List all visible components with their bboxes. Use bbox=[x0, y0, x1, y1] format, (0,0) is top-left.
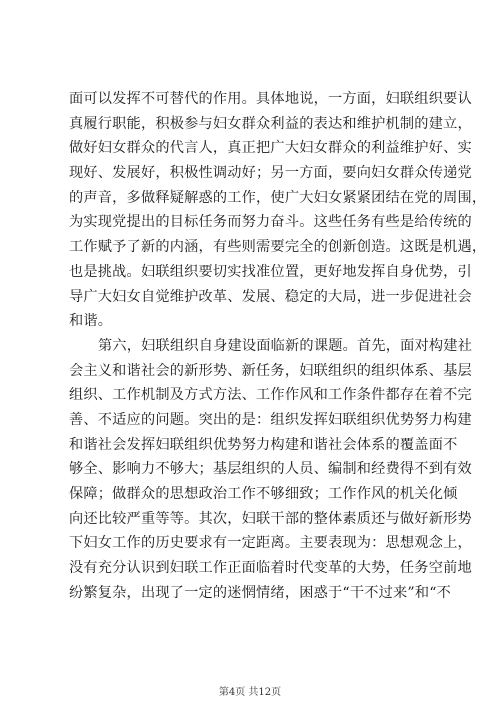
text-line: 向还比较严重等等。其次，妇联干部的整体素质还与做好新形势 bbox=[69, 510, 472, 527]
paragraph-start-line: 第六，妇联组织自身建设面临新的课题。首先，面对构建社 bbox=[98, 337, 473, 354]
text-line: 纷繁复杂，出现了一定的迷惘情绪，困惑于“干不过来”和“不 bbox=[69, 584, 452, 601]
text-line: 面可以发挥不可替代的作用。具体地说，一方面，妇联组织要认 bbox=[69, 91, 472, 107]
text-line: 做好妇女群众的代言人，真正把广大妇女群众的利益维护好、实 bbox=[69, 140, 472, 157]
text-line: 没有充分认识到妇联工作正面临着时代变革的大势，任务空前地 bbox=[69, 560, 472, 577]
text-line: 下妇女工作的历史要求有一定距离。主要表现为：思想观念上， bbox=[69, 535, 472, 552]
text-line: 导广大妇女自觉维护改革、发展、稳定的大局，进一步促进社会 bbox=[69, 288, 472, 305]
text-line: 善、不适应的问题。突出的是：组织发挥妇联组织优势努力构建 bbox=[69, 411, 472, 428]
text-line: 和谐社会发挥妇联组织优势努力构建和谐社会体系的覆盖面不 bbox=[69, 436, 458, 453]
text-line: 工作赋予了新的内涵，有些则需要完全的创新创造。这既是机遇， bbox=[69, 239, 487, 256]
text-line: 够全、影响力不够大；基层组织的人员、编制和经费得不到有效 bbox=[69, 461, 472, 478]
text-line: 组织、工作机制及方式方法、工作作风和工作条件都存在着不完 bbox=[69, 387, 472, 404]
text-line: 真履行职能，积极参与妇女群众利益的表达和维护机制的建立， bbox=[69, 115, 472, 132]
body-text bbox=[69, 87, 487, 605]
text-line: 的声音，多做释疑解惑的工作，使广大妇女紧紧团结在党的周围， bbox=[69, 189, 487, 206]
paragraph-end-line: 和谐。 bbox=[69, 313, 113, 330]
page-number-footer: 第4页 共12页 bbox=[218, 687, 282, 698]
text-line: 保障；做群众的思想政治工作不够细致；工作作风的机关化倾 bbox=[69, 486, 458, 502]
text-line: 现好、发展好，积极性调动好；另一方面，要向妇女群众传递党 bbox=[69, 165, 472, 182]
text-line: 会主义和谐社会的新形势、新任务，妇联组织的组织体系、基层 bbox=[69, 362, 472, 379]
text-line: 也是挑战。妇联组织要切实找准位置，更好地发挥自身优势，引 bbox=[69, 263, 472, 280]
text-line: 为实现党提出的目标任务而努力奋斗。这些任务有些是给传统的 bbox=[69, 214, 472, 231]
